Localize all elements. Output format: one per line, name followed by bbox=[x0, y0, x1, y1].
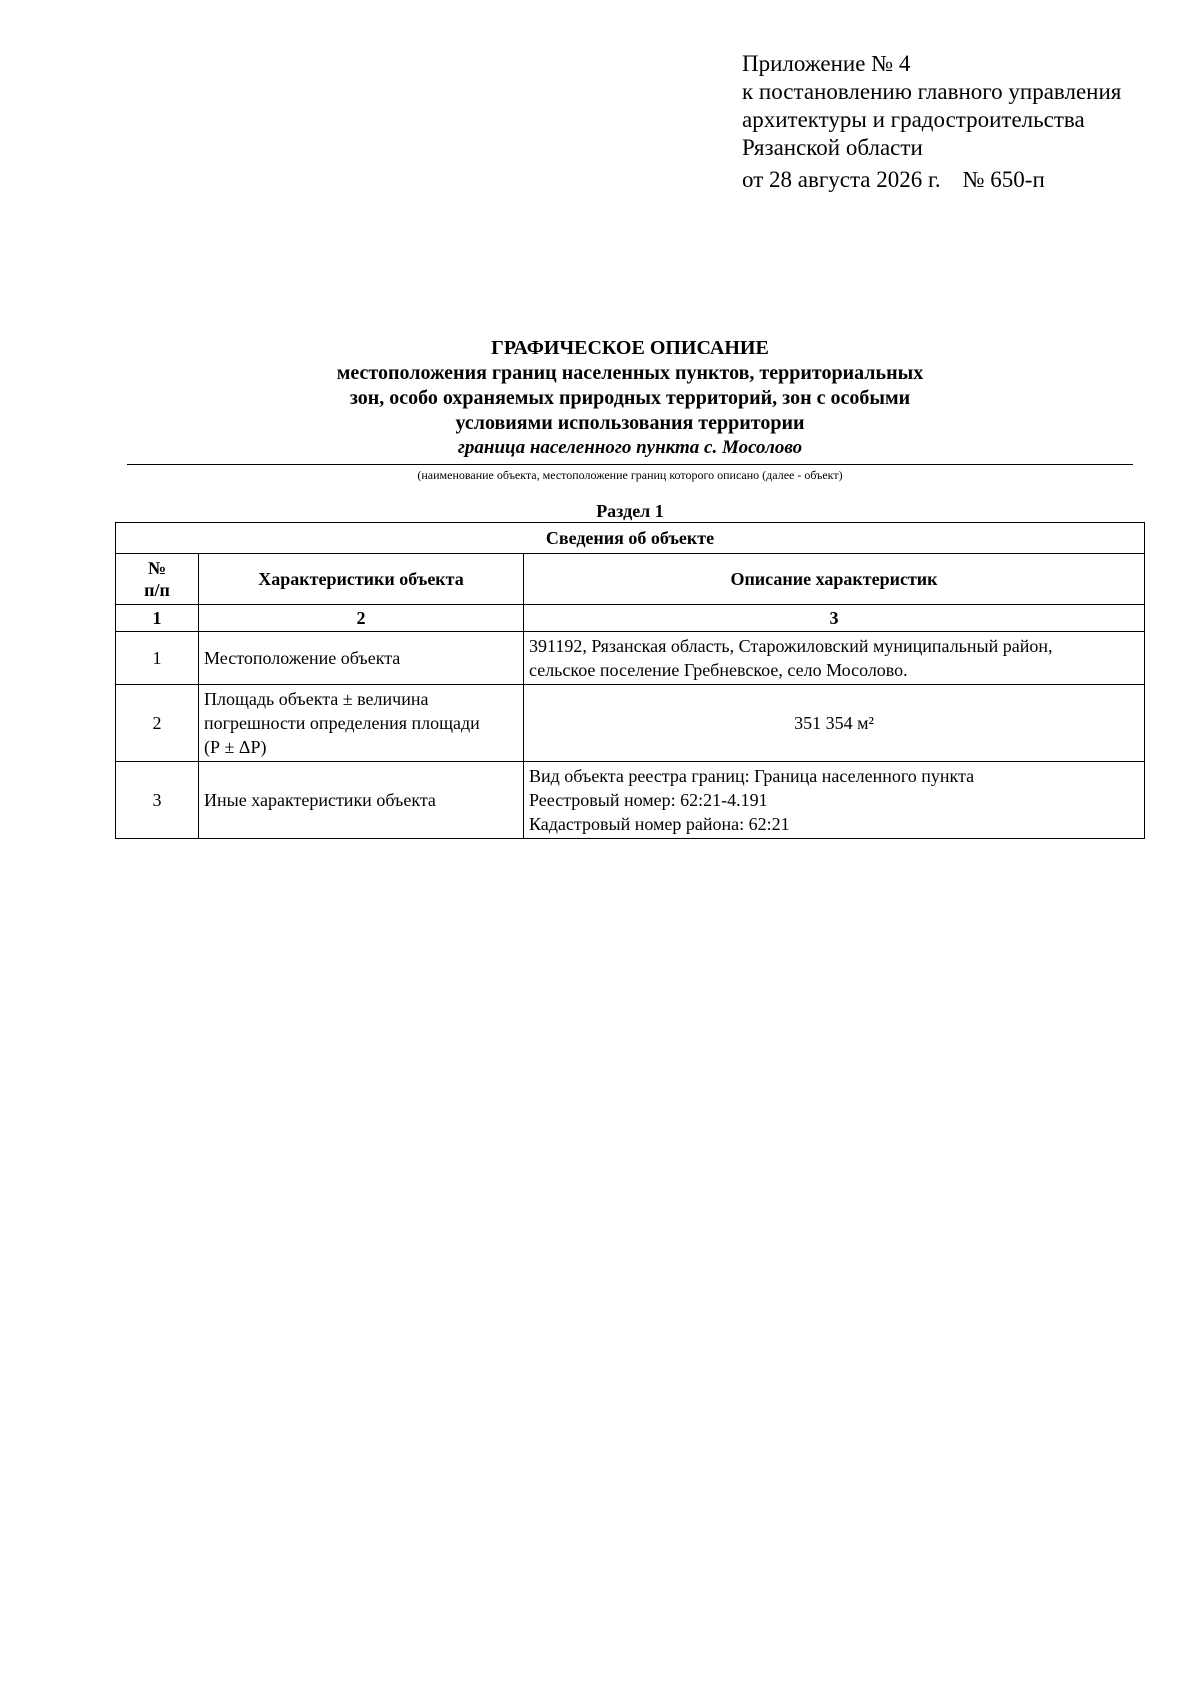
column-number-2: 2 bbox=[199, 605, 524, 632]
header-characteristics: Характеристики объекта bbox=[199, 554, 524, 605]
row-label bbox=[199, 685, 524, 762]
table-title-row bbox=[116, 523, 1145, 554]
appendix-block bbox=[742, 50, 1172, 194]
order-date: от 28 августа 2026 г. bbox=[742, 167, 941, 192]
description-line: Кадастровый номер района: 62:21 bbox=[529, 814, 790, 834]
object-info-table bbox=[115, 522, 1145, 839]
row-number: 1 bbox=[116, 632, 199, 685]
document-title bbox=[130, 336, 1130, 460]
title-line-1: ГРАФИЧЕСКОЕ ОПИСАНИЕ bbox=[491, 337, 769, 359]
table-header-row bbox=[116, 554, 1145, 605]
row-description: 351 354 м² bbox=[524, 685, 1145, 762]
row-label: Местоположение объекта bbox=[199, 632, 524, 685]
header-description: Описание характеристик bbox=[524, 554, 1145, 605]
title-line-4: условиями использования территории bbox=[455, 412, 805, 434]
appendix-line-1: Приложение № 4 bbox=[742, 51, 911, 76]
row-description bbox=[524, 632, 1145, 685]
table-row bbox=[116, 632, 1145, 685]
label-line: Площадь объекта ± величина bbox=[204, 689, 429, 709]
object-name-underline bbox=[127, 464, 1133, 465]
header-num-line-1: № bbox=[147, 558, 167, 578]
label-line: погрешности определения площади bbox=[204, 713, 480, 733]
row-description bbox=[524, 762, 1145, 839]
title-line-3: зон, особо охраняемых природных территорий, зон с особыми bbox=[349, 387, 911, 409]
object-name-caption: (наименование объекта, местоположение границ которого описано (далее - объект) bbox=[417, 468, 843, 482]
table-title: Сведения об объекте bbox=[116, 523, 1145, 554]
appendix-line-2: к постановлению главного управления bbox=[742, 79, 1122, 104]
appendix-line-4: Рязанской области bbox=[742, 135, 923, 160]
header-num-line-2: п/п bbox=[144, 580, 170, 600]
title-line-2: местоположения границ населенных пунктов, территориальных bbox=[336, 362, 924, 384]
description-line: Вид объекта реестра границ: Граница населенного пункта bbox=[529, 766, 975, 786]
appendix-order bbox=[742, 166, 1172, 194]
order-number: № 650-п bbox=[962, 167, 1045, 192]
description-line: сельское поселение Гребневское, село Мосолово. bbox=[529, 660, 908, 680]
row-number: 2 bbox=[116, 685, 199, 762]
table-row bbox=[116, 762, 1145, 839]
label-line: (Р ± ΔР) bbox=[204, 737, 267, 757]
column-number-1: 1 bbox=[116, 605, 199, 632]
description-line: 391192, Рязанская область, Старожиловский муниципальный район, bbox=[529, 636, 1053, 656]
table-row bbox=[116, 685, 1145, 762]
header-num bbox=[116, 554, 199, 605]
description-line: Реестровый номер: 62:21-4.191 bbox=[529, 790, 768, 810]
row-label: Иные характеристики объекта bbox=[199, 762, 524, 839]
section-label: Раздел 1 bbox=[596, 501, 664, 521]
appendix-line-3: архитектуры и градостроительства bbox=[742, 107, 1085, 132]
row-number: 3 bbox=[116, 762, 199, 839]
column-number-row bbox=[116, 605, 1145, 632]
column-number-3: 3 bbox=[524, 605, 1145, 632]
object-name: граница населенного пункта с. Мосолово bbox=[457, 437, 803, 458]
